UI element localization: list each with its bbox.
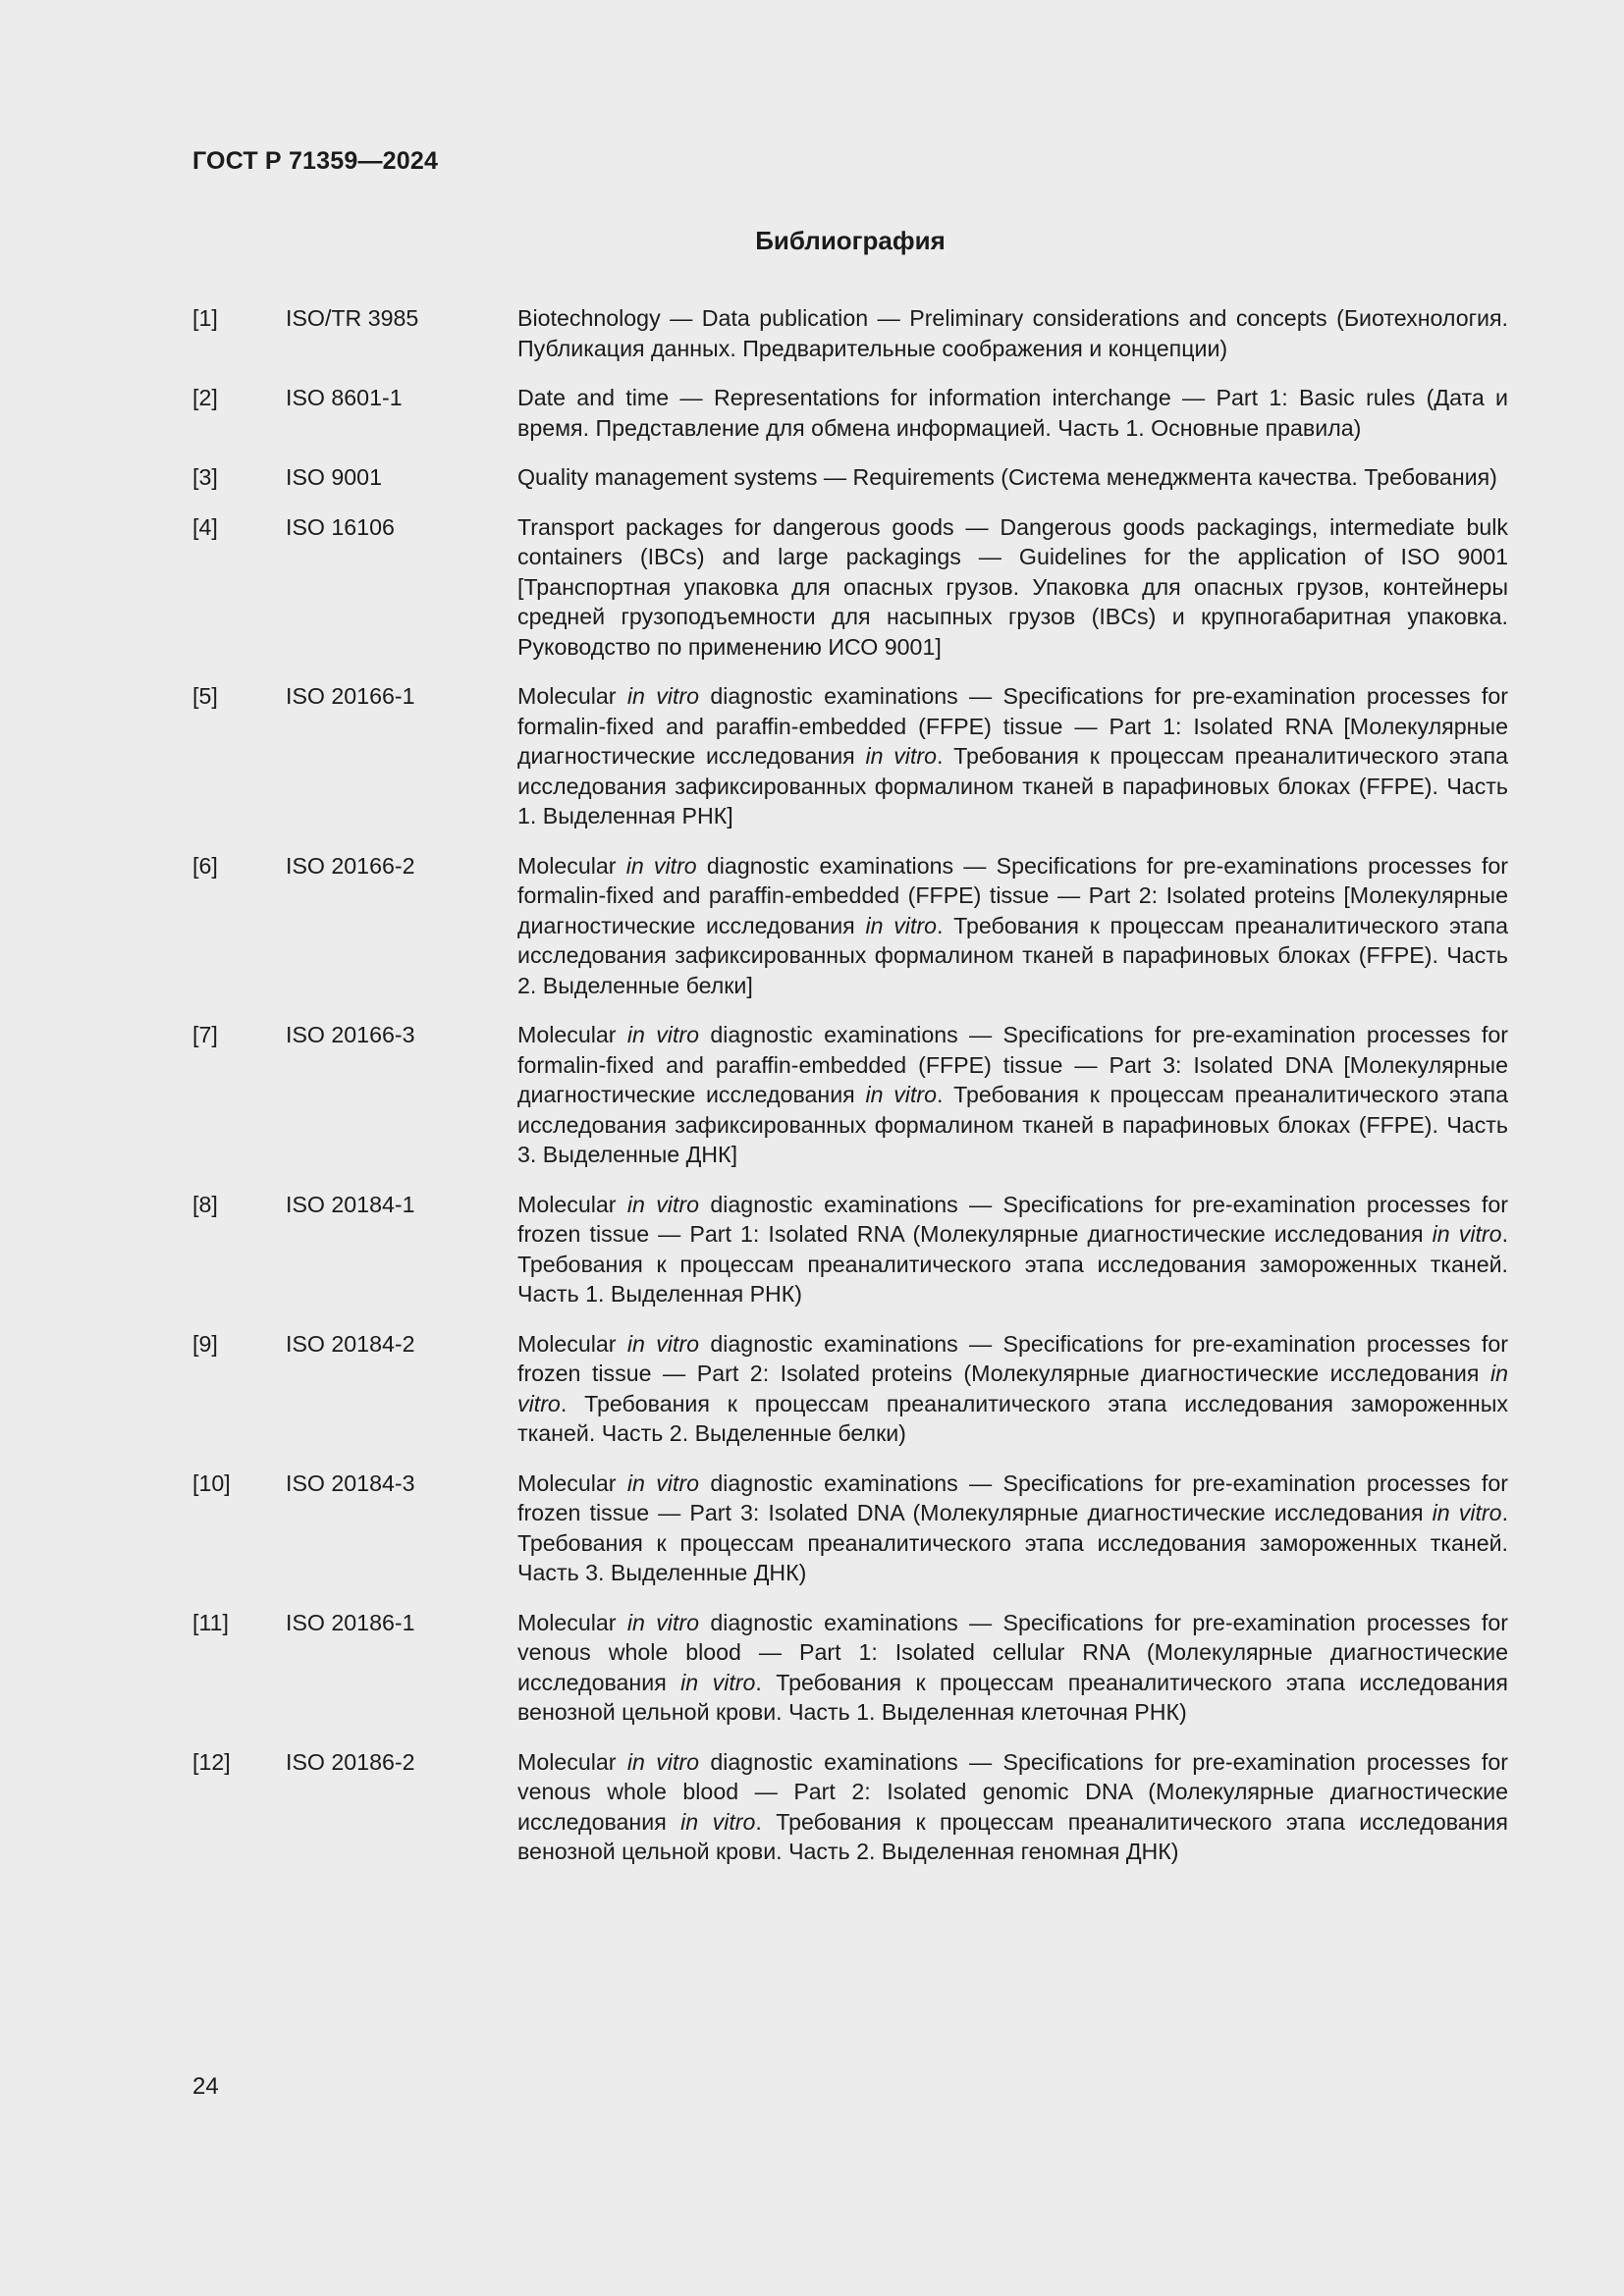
- entry-standard-code: ISO 9001: [286, 464, 382, 490]
- entry-number: [4]: [192, 513, 218, 540]
- entry-title: Date and time — Representations for information interchange — Part 1: Basic rules (Дата и время. Представление для обмена информацией. Часть 1. Основные правила): [517, 385, 1508, 441]
- entry-title: Molecular in vitro diagnostic examinations — Specifications for pre-examination processes for venous whole blood — Part 1: Isolated cellular RNA (Молекулярные диагностические исследования in vitro. Требования к процессам преаналитического этапа исследования венозной цельной крови. Часть 1. Выделенная клеточная РНК): [517, 1609, 1508, 1725]
- entry-number: [3]: [192, 464, 218, 490]
- entry-number: [10]: [192, 1469, 231, 1496]
- entry-number: [9]: [192, 1330, 218, 1357]
- entry-title: Transport packages for dangerous goods — Dangerous goods packagings, intermediate bulk containers (IBCs) and large packagings — Guidelines for the application of ISO 9001 [Транспортная упаковка для опасных грузов. Упаковка для опасных грузов, контейнеры средней грузоподъемности для насыпных грузов (IBCs) и крупногабаритная упаковка. Руководство по применению ИСО 9001]: [517, 513, 1508, 660]
- bibliography-entry: [192, 462, 1508, 493]
- section-title: Библиография: [755, 226, 946, 255]
- entry-number: [12]: [192, 1748, 231, 1775]
- entry-standard-code: ISO 8601-1: [286, 385, 403, 410]
- entry-number: [8]: [192, 1191, 218, 1217]
- entry-title: Molecular in vitro diagnostic examinations — Specifications for pre-examination processes for frozen tissue — Part 1: Isolated RNA (Молекулярные диагностические исследования in vitro. Требования к процессам преаналитического этапа исследования замороженных тканей. Часть 1. Выделенная РНК): [517, 1191, 1509, 1307]
- bibliography-entry: [192, 1329, 1508, 1449]
- entry-title: Molecular in vitro diagnostic examinations — Specifications for pre-examination processes for venous whole blood — Part 2: Isolated genomic DNA (Молекулярные диагностические исследования in vitro. Требования к процессам преаналитического этапа исследования венозной цельной крови. Часть 2. Выделенная геномная ДНК): [517, 1748, 1508, 1864]
- entry-number: [7]: [192, 1022, 218, 1047]
- bibliography-list: [192, 303, 1508, 1887]
- entry-number: [6]: [192, 852, 218, 879]
- bibliography-entry: [192, 512, 1508, 663]
- bibliography-entry: [192, 851, 1508, 1001]
- entry-title: Molecular in vitro diagnostic examinations — Specifications for pre-examinations processes for formalin-fixed and paraffin-embedded (FFPE) tissue — Part 2: Isolated proteins [Молекулярные диагностические исследования in vitro. Требования к процессам преаналитического этапа исследования зафиксированных формалином тканей в парафиновых блоках (FFPE). Часть 2. Выделенные белки]: [517, 852, 1509, 998]
- bibliography-entry: [192, 1608, 1508, 1728]
- entry-number: [2]: [192, 385, 218, 410]
- entry-standard-code: ISO 20186-2: [286, 1748, 415, 1775]
- entry-standard-code: ISO 20184-1: [286, 1191, 415, 1217]
- entry-standard-code: ISO 20166-2: [286, 852, 415, 879]
- bibliography-entry: [192, 303, 1508, 363]
- entry-standard-code: ISO 20186-1: [286, 1609, 415, 1635]
- bibliography-entry: [192, 383, 1508, 443]
- bibliography-entry: [192, 1468, 1508, 1588]
- entry-title: Molecular in vitro diagnostic examinations — Specifications for pre-examination processes for formalin-fixed and paraffin-embedded (FFPE) tissue — Part 1: Isolated RNA [Молекулярные диагностические исследования in vitro. Требования к процессам преаналитического этапа исследования зафиксированных формалином тканей в парафиновых блоках (FFPE). Часть 1. Выделенная РНК]: [517, 683, 1508, 828]
- page-number: 24: [192, 2073, 219, 2100]
- entry-title: Quality management systems — Requirements (Система менеджмента качества. Требования): [517, 464, 1497, 490]
- entry-standard-code: ISO/TR 3985: [286, 305, 419, 331]
- document-code: ГОСТ Р 71359—2024: [192, 147, 439, 175]
- entry-standard-code: ISO 20166-1: [286, 683, 415, 709]
- entry-standard-code: ISO 16106: [286, 513, 395, 540]
- entry-title: Molecular in vitro diagnostic examinations — Specifications for pre-examination processes for formalin-fixed and paraffin-embedded (FFPE) tissue — Part 3: Isolated DNA [Молекулярные диагностические исследования in vitro. Требования к процессам преаналитического этапа исследования зафиксированных формалином тканей в парафиновых блоках (FFPE). Часть 3. Выделенные ДНК]: [517, 1022, 1508, 1167]
- entry-title: Molecular in vitro diagnostic examinations — Specifications for pre-examination processes for frozen tissue — Part 3: Isolated DNA (Молекулярные диагностические исследования in vitro. Требования к процессам преаналитического этапа исследования замороженных тканей. Часть 3. Выделенные ДНК): [517, 1469, 1509, 1585]
- entry-standard-code: ISO 20184-2: [286, 1330, 415, 1357]
- entry-number: [5]: [192, 683, 218, 709]
- entry-number: [11]: [192, 1609, 229, 1635]
- bibliography-entry: [192, 681, 1508, 831]
- entry-standard-code: ISO 20166-3: [286, 1022, 415, 1047]
- entry-standard-code: ISO 20184-3: [286, 1469, 415, 1496]
- bibliography-entry: [192, 1020, 1508, 1170]
- entry-number: [1]: [192, 305, 218, 331]
- entry-title: Biotechnology — Data publication — Preliminary considerations and concepts (Биотехнология. Публикация данных. Предварительные соображения и концепции): [517, 305, 1508, 361]
- entry-title: Molecular in vitro diagnostic examinations — Specifications for pre-examination processes for frozen tissue — Part 2: Isolated proteins (Молекулярные диагностические исследования in vitro. Требования к процессам преаналитического этапа исследования замороженных тканей. Часть 2. Выделенные белки): [517, 1330, 1508, 1446]
- bibliography-entry: [192, 1190, 1508, 1309]
- bibliography-entry: [192, 1747, 1508, 1867]
